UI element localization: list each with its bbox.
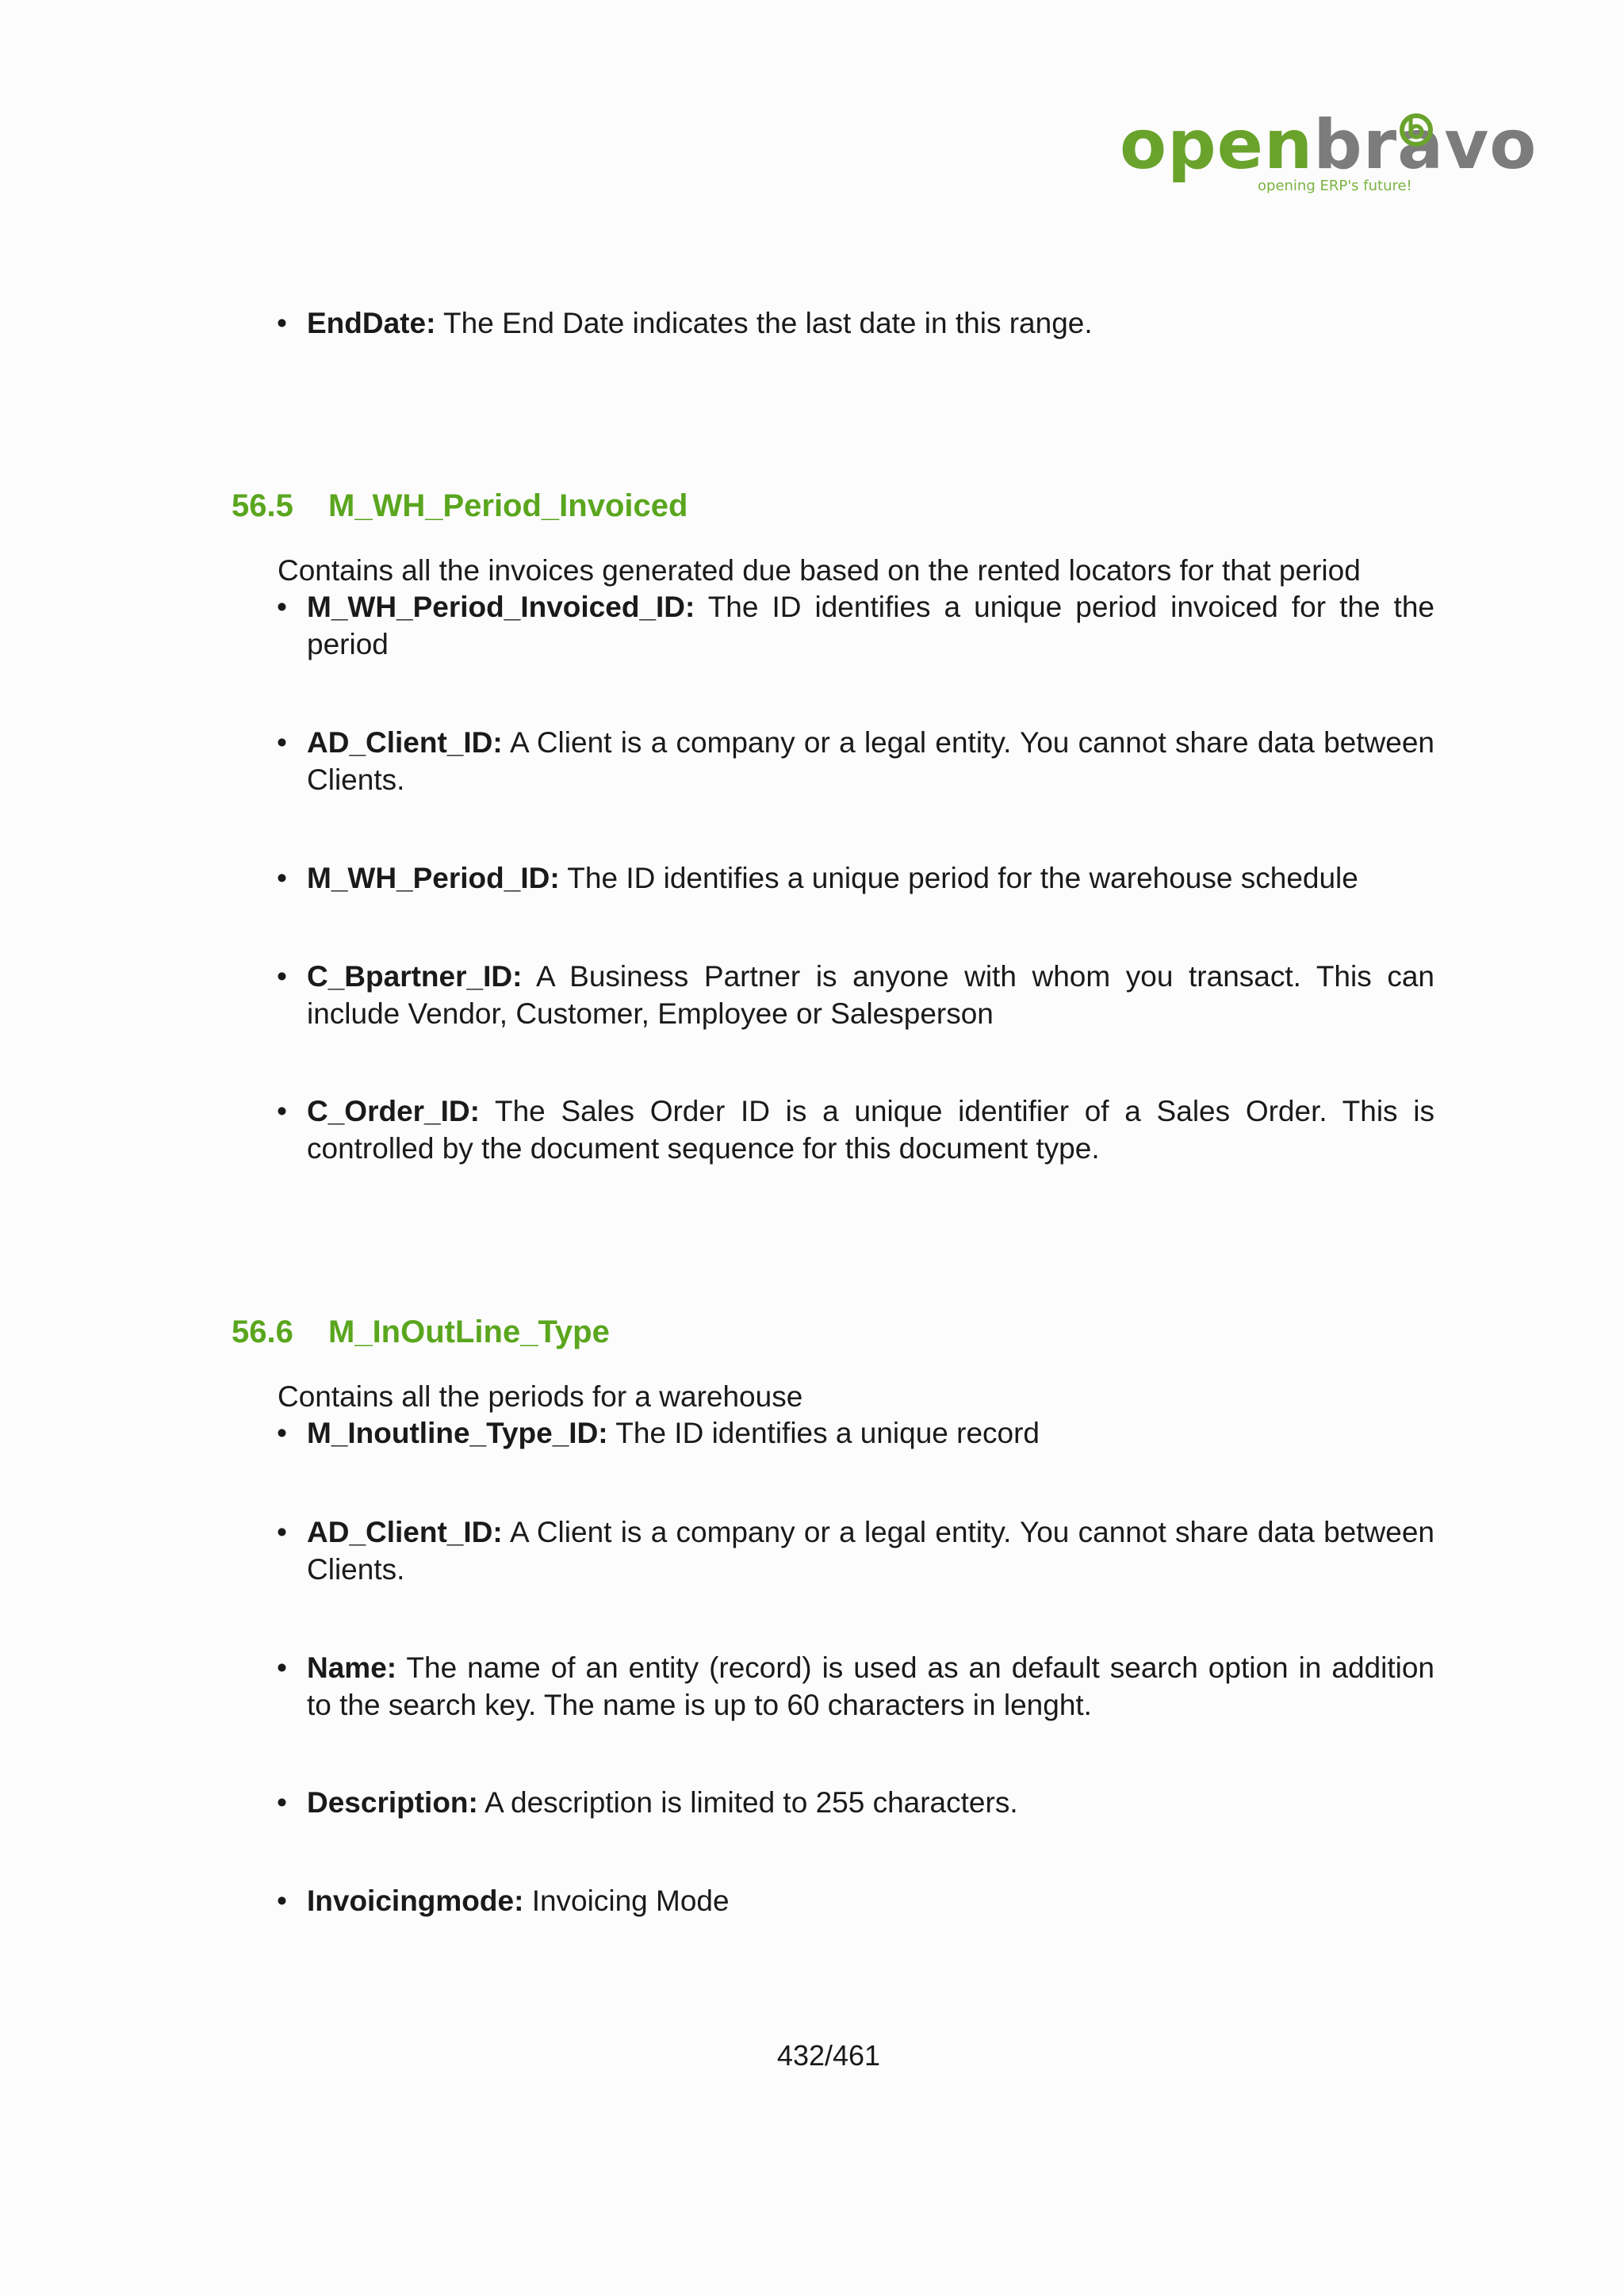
field-item: • C_Order_ID: The Sales Order ID is a unique identifier of a Sales Order. This is controlled by the document sequence for this document type. (277, 1095, 1434, 1165)
field-name: AD_Client_ID: (307, 1516, 503, 1548)
bravo-swirl-icon (1399, 113, 1434, 147)
field-name: M_WH_Period_Invoiced_ID: (307, 591, 695, 623)
field-description: Invoicing Mode (531, 1885, 730, 1917)
section-title: M_InOutLine_Type (328, 1314, 610, 1349)
page-number: 432/461 (776, 2039, 881, 2072)
field-description: The ID identifies a unique record (615, 1417, 1040, 1449)
field-name: C_Order_ID: (307, 1095, 480, 1127)
field-description: The ID identifies a unique period for the warehouse schedule (567, 862, 1358, 894)
field-description: The Sales Order ID is a unique identifier of a Sales Order. This is controlled by the document sequence for this document type. (307, 1095, 1434, 1165)
field-description: The End Date indicates the last date in this range. (443, 307, 1093, 339)
section-heading (232, 1314, 610, 1350)
field-description: A description is limited to 255 characters. (485, 1786, 1018, 1819)
field-description: The ID identifies a unique period invoiced for the the period (307, 591, 1434, 660)
field-description: A Business Partner is anyone with whom you transact. This can include Vendor, Customer, Employee or Salesperson (307, 960, 1434, 1030)
field-item: • M_Inoutline_Type_ID: The ID identifies a unique record (277, 1417, 1040, 1449)
field-item: • Name: The name of an entity (record) is used as an default search option in addition to the search key. The name is up to 60 characters in lenght. (277, 1651, 1434, 1721)
field-name: Invoicingmode: (307, 1885, 524, 1917)
field-description: A Client is a company or a legal entity. You cannot share data between Clients. (307, 1516, 1434, 1586)
field-item: • Description: A description is limited to 255 characters. (277, 1786, 1018, 1819)
field-item: • M_WH_Period_ID: The ID identifies a unique period for the warehouse schedule (277, 862, 1358, 894)
openbravo-logo (1120, 105, 1538, 198)
field-name: Description: (307, 1786, 478, 1819)
section-number: 56.5 (232, 488, 293, 523)
field-name: Name: (307, 1651, 397, 1684)
section-intro: Contains all the periods for a warehouse (278, 1380, 803, 1413)
field-name: AD_Client_ID: (307, 726, 503, 759)
logo-wordmark: openbravo (1120, 105, 1538, 185)
section-number: 56.6 (232, 1314, 293, 1349)
field-name: M_Inoutline_Type_ID: (307, 1417, 608, 1449)
field-item: • AD_Client_ID: A Client is a company or a legal entity. You cannot share data between Clients. (277, 726, 1434, 796)
field-name: EndDate: (307, 307, 436, 339)
field-item: • M_WH_Period_Invoiced_ID: The ID identifies a unique period invoiced for the the period (277, 591, 1434, 660)
section-title: M_WH_Period_Invoiced (328, 488, 688, 523)
field-item: • Invoicingmode: Invoicing Mode (277, 1885, 730, 1917)
field-item: • C_Bpartner_ID: A Business Partner is anyone with whom you transact. This can include Vendor, Customer, Employee or Salesperson (277, 960, 1434, 1030)
section-intro: Contains all the invoices generated due based on the rented locators for that period (278, 554, 1361, 587)
logo-tagline: opening ERP's future! (1258, 178, 1412, 194)
field-description: The name of an entity (record) is used as an default search option in addition to the search key. The name is up to 60 characters in lenght. (307, 1651, 1434, 1721)
field-name: C_Bpartner_ID: (307, 960, 523, 993)
field-name: M_WH_Period_ID: (307, 862, 560, 894)
field-item: • EndDate: The End Date indicates the last date in this range. (277, 307, 1093, 339)
section-heading (232, 488, 688, 524)
field-item: • AD_Client_ID: A Client is a company or a legal entity. You cannot share data between Clients. (277, 1516, 1434, 1586)
field-description: A Client is a company or a legal entity. You cannot share data between Clients. (307, 726, 1434, 796)
